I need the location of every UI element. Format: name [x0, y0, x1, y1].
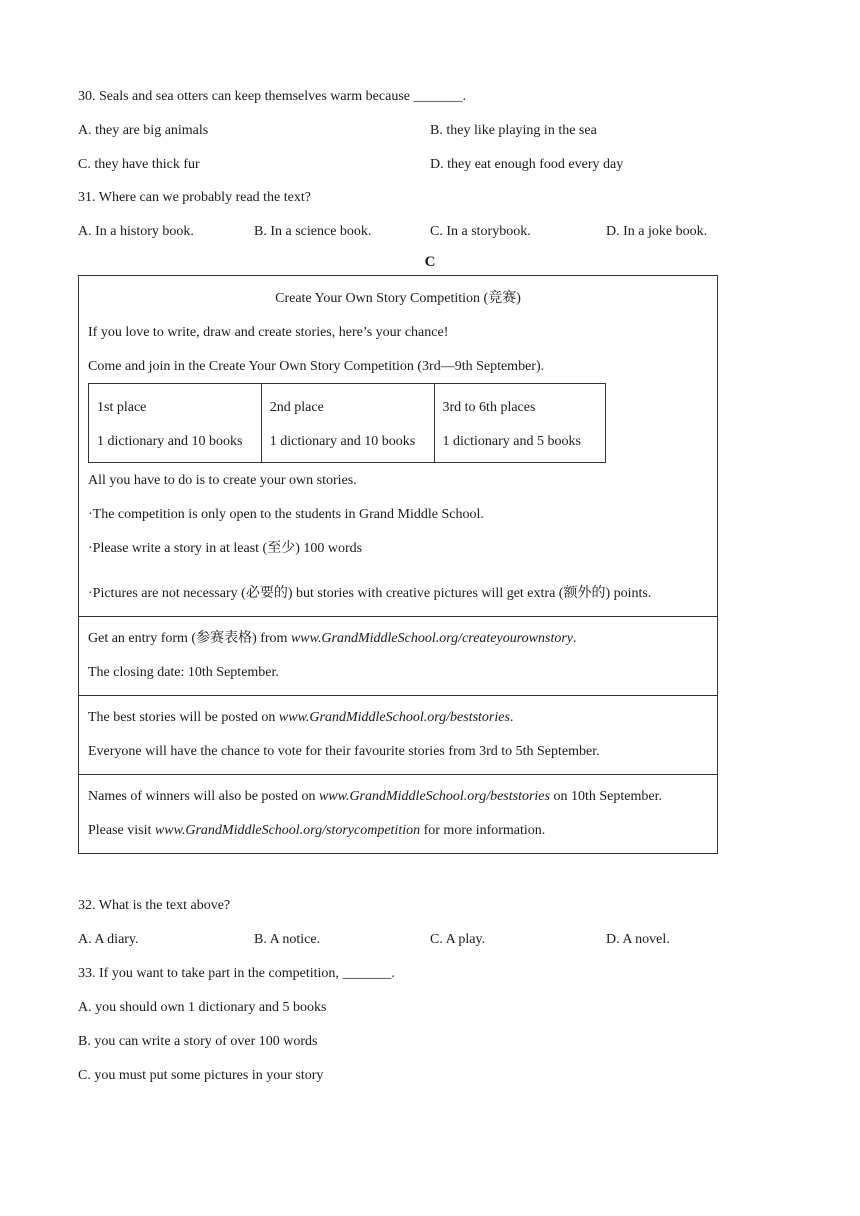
notice-title: Create Your Own Story Competition (竞赛) — [275, 291, 521, 306]
prize-place: 1st place — [97, 400, 147, 415]
best-stories-section — [79, 695, 717, 775]
q33-question: 33. If you want to take part in the competition, _______. — [78, 966, 395, 981]
q32-question: 32. What is the text above? — [78, 898, 231, 913]
winners-line — [88, 788, 662, 806]
best-line — [88, 709, 513, 727]
winners-text: Names of winners will also be posted on — [88, 789, 319, 804]
prize-table — [88, 383, 606, 463]
q33-option-b: B. you can write a story of over 100 words — [78, 1034, 318, 1049]
entry-line — [88, 630, 577, 648]
notice-intro-1: If you love to write, draw and create stories, here’s your chance! — [88, 325, 449, 340]
winners-url: www.GrandMiddleSchool.org/beststories — [318, 789, 550, 804]
q30-option-a: A. they are big animals — [78, 123, 209, 138]
entry-url: www.GrandMiddleSchool.org/createyourownstory — [290, 631, 574, 646]
q30-option-b: B. they like playing in the sea — [430, 123, 597, 138]
notice-intro-2: Come and join in the Create Your Own Story Competition (3rd—9th September). — [88, 359, 545, 374]
visit-line — [88, 822, 545, 840]
entry-text: Get an entry form (参赛表格) from — [88, 631, 291, 646]
winners-end: on 10th September. — [549, 789, 662, 804]
prize-place: 2nd place — [269, 400, 324, 415]
rule-1: ·The competition is only open to the students in Grand Middle School. — [88, 507, 484, 522]
visit-url: www.GrandMiddleSchool.org/storycompetition — [154, 823, 421, 838]
entry-end: . — [573, 631, 577, 646]
visit-end: for more information. — [420, 823, 546, 838]
entry-section — [79, 616, 717, 696]
prize-cell-1st — [89, 384, 262, 463]
q31-option-b: B. In a science book. — [254, 224, 372, 239]
q31-option-a: A. In a history book. — [78, 224, 194, 239]
visit-text: Please visit — [88, 823, 155, 838]
q32-option-d: D. A novel. — [606, 932, 670, 947]
passage-label: C — [424, 254, 436, 270]
winners-section — [79, 774, 717, 854]
q33-option-c: C. you must put some pictures in your story — [78, 1068, 324, 1083]
best-text: The best stories will be posted on — [88, 710, 279, 725]
prize-reward: 1 dictionary and 10 books — [269, 434, 416, 449]
prize-cell-2nd — [261, 384, 434, 463]
prize-reward: 1 dictionary and 5 books — [442, 434, 581, 449]
rule-3: ·Pictures are not necessary (必要的) but stories with creative pictures will get extra (额外的) points. — [88, 586, 652, 601]
q30-option-d: D. they eat enough food every day — [430, 157, 624, 172]
q30-option-c: C. they have thick fur — [78, 157, 200, 172]
prize-reward: 1 dictionary and 10 books — [97, 434, 243, 449]
notice-box — [78, 275, 718, 854]
best-url: www.GrandMiddleSchool.org/beststories — [278, 710, 510, 725]
rule-2: ·Please write a story in at least (至少) 100 words — [88, 541, 363, 556]
q32-option-c: C. A play. — [430, 932, 486, 947]
q30-question: 30. Seals and sea otters can keep themselves warm because _______. — [78, 89, 466, 104]
q31-option-d: D. In a joke book. — [606, 224, 708, 239]
q32-option-a: A. A diary. — [78, 932, 139, 947]
best-end: . — [509, 710, 514, 725]
vote-line: Everyone will have the chance to vote for their favourite stories from 3rd to 5th September. — [88, 744, 600, 759]
q31-option-c: C. In a storybook. — [430, 224, 531, 239]
q33-option-a: A. you should own 1 dictionary and 5 books — [78, 1000, 327, 1015]
q32-option-b: B. A notice. — [254, 932, 321, 947]
prize-cell-3rd-6th — [434, 384, 606, 463]
rules-intro: All you have to do is to create your own stories. — [88, 473, 357, 488]
closing-date: The closing date: 10th September. — [88, 665, 279, 680]
prize-place: 3rd to 6th places — [442, 400, 536, 415]
q31-question: 31. Where can we probably read the text? — [78, 190, 311, 205]
